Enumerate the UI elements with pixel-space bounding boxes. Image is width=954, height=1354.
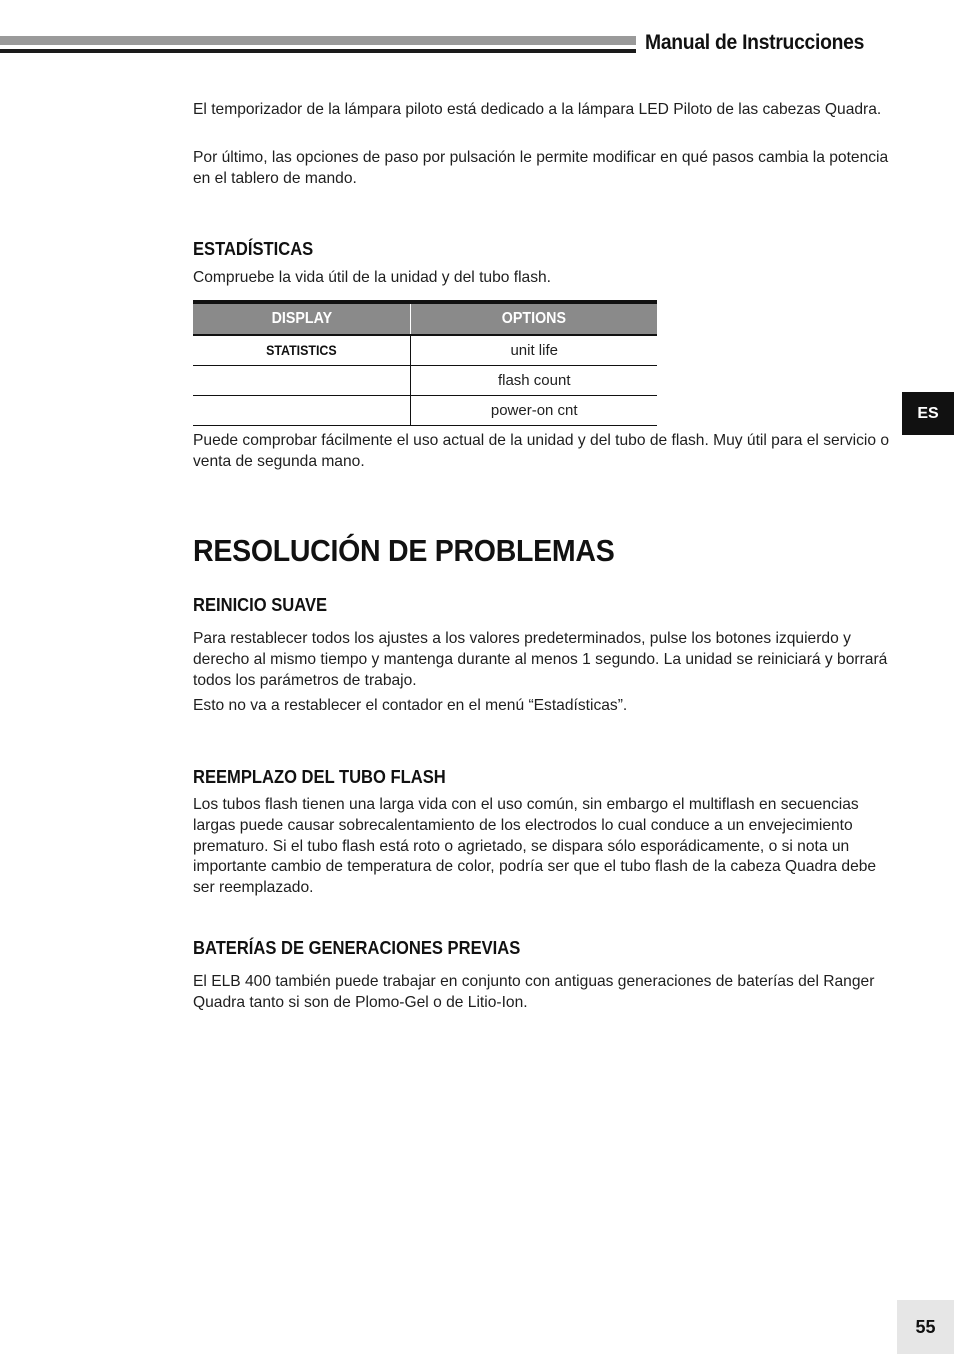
table-cell-option: power-on cnt [411,396,657,426]
table-cell-display [193,366,411,396]
table-row [193,335,657,366]
table-header-options: OPTIONS [411,302,657,335]
table-row [193,366,657,396]
troubleshooting-title: RESOLUCIÓN DE PROBLEMAS [193,533,615,568]
soft-reset-paragraph-1: Para restablecer todos los ajustes a los valores predeterminados, pulse los botones izquierdo y derecho al mismo tiempo y mantenga durante al menos 1 segundo. La unidad se reiniciará y borrará todos los parámetros de trabajo. [193,630,888,689]
table-header-row [193,302,657,335]
table-header-display: DISPLAY [193,302,411,335]
table-cell-option: flash count [411,366,657,396]
statistics-note: Puede comprobar fácilmente el uso actual de la unidad y del tubo de flash. Muy útil para el servicio o venta de segunda mano. [193,432,890,470]
statistics-heading: ESTADÍSTICAS [193,239,314,259]
soft-reset-heading: REINICIO SUAVE [193,595,328,615]
statistics-table [193,300,657,426]
table-cell-display [193,396,411,426]
intro-paragraph-1: El temporizador de la lámpara piloto está dedicado a la lámpara LED Piloto de las cabezas Quadra. [193,101,882,118]
soft-reset-paragraph-2: Esto no va a restablecer el contador en el menú “Estadísticas”. [193,697,628,714]
flash-tube-paragraph: Los tubos flash tienen una larga vida con el uso común, sin embargo el multiflash en secuencias largas puede causar sobrecalentamiento de los electrodos lo cual conduce a un envejecimiento prematuro. Si el tubo flash está roto o agrietado, se dispara sólo esporádicamente, o si nota un importante cambio de temperatura de color, podría ser que el tubo flash de la cabeza Quadra debe ser reemplazado. [193,796,877,897]
table-row [193,396,657,426]
batteries-heading: BATERÍAS DE GENERACIONES PREVIAS [193,938,521,958]
header-grey-bar [0,36,636,45]
intro-paragraph-2: Por último, las opciones de paso por pulsación le permite modificar en qué pasos cambia la potencia en el tablero de mando. [193,149,889,187]
page-number: 55 [897,1300,954,1354]
batteries-paragraph: El ELB 400 también puede trabajar en conjunto con antiguas generaciones de baterías del Ranger Quadra tanto si son de Plomo-Gel o de Litio-Ion. [193,973,875,1011]
table-cell-option: unit life [411,335,657,366]
header-title: Manual de Instrucciones [645,31,865,54]
statistics-description: Compruebe la vida útil de la unidad y del tubo flash. [193,269,552,286]
header-black-bar [0,49,636,53]
language-tab: ES [902,392,954,435]
flash-tube-heading: REEMPLAZO DEL TUBO FLASH [193,767,446,787]
table-cell-display: STATISTICS [193,335,411,366]
